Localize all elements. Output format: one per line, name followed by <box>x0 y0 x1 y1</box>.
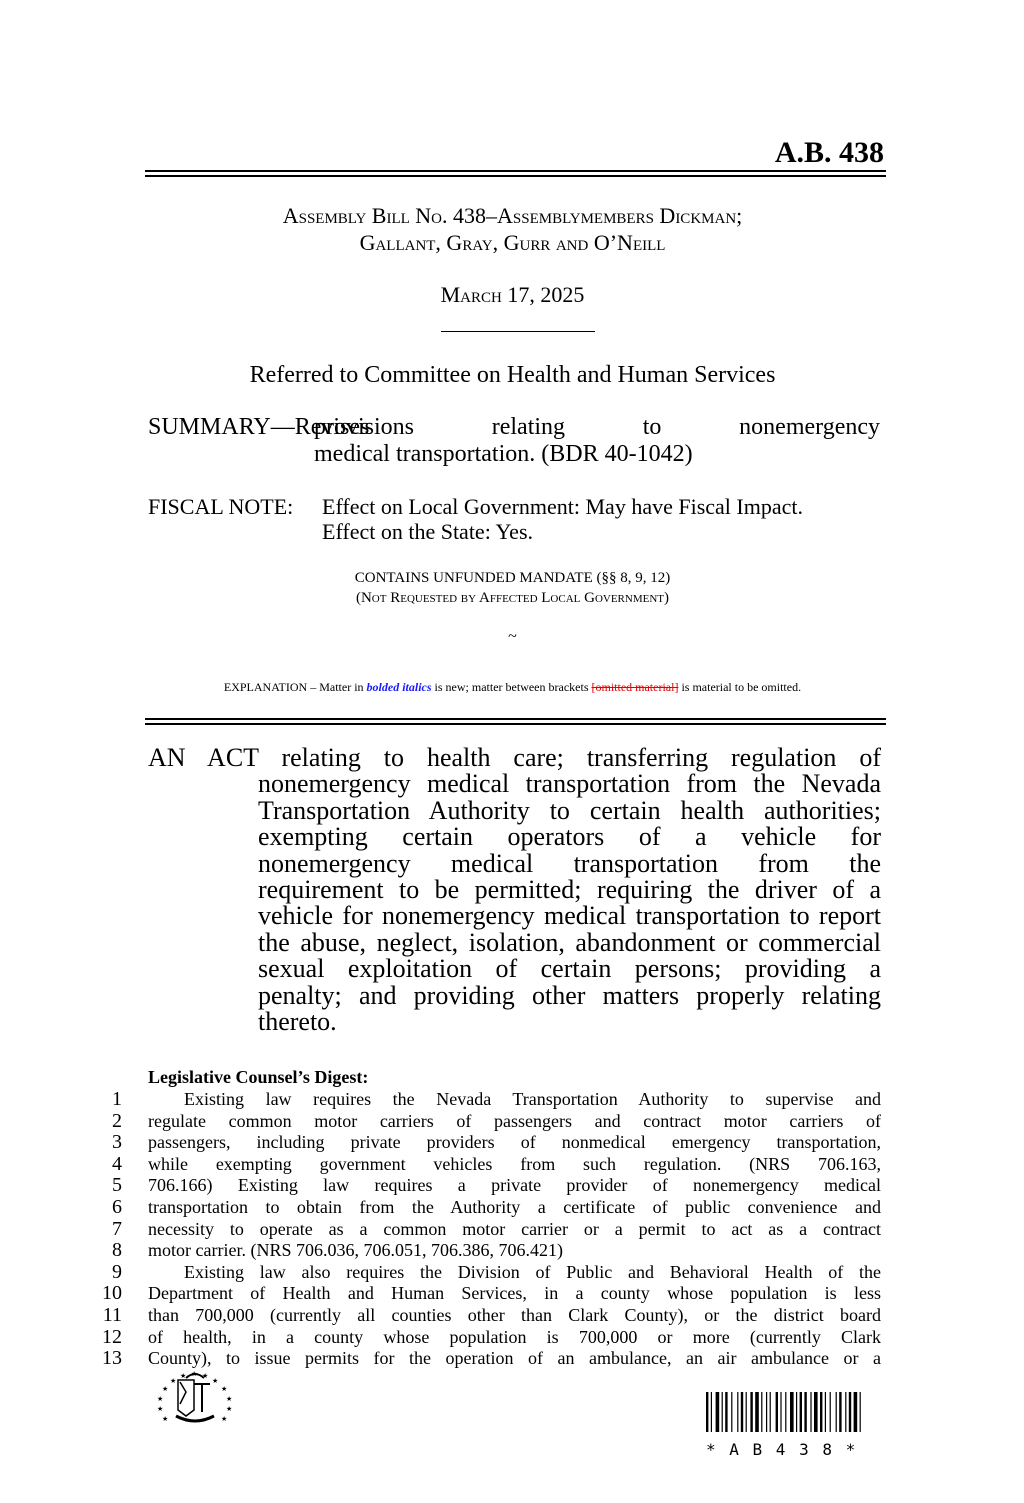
line-number: 1 <box>112 1088 122 1110</box>
line-number: 12 <box>102 1325 122 1348</box>
digest-line: Department of Health and Human Services, in a county whose population is less <box>148 1283 881 1304</box>
line-number: 8 <box>112 1239 122 1262</box>
summary-line-2: medical transportation. (BDR 40-1042) <box>314 441 693 467</box>
act-title-line: nonemergency medical transportation from the Nevada <box>258 769 881 799</box>
digest-line: Existing law requires the Nevada Transportation Authority to supervise and <box>184 1089 881 1109</box>
svg-text:★: ★ <box>202 1372 209 1380</box>
digest-line: of health, in a county whose population is 700,000 or more (currently Clark <box>148 1326 881 1347</box>
svg-text:★: ★ <box>226 1405 233 1413</box>
line-number: 9 <box>112 1260 122 1283</box>
svg-text:★: ★ <box>170 1377 177 1385</box>
fiscal-note-local: Effect on Local Government: May have Fiscal Impact. <box>322 494 803 519</box>
digest-line: County), to issue permits for the operation of an ambulance, an air ambulance or a <box>148 1348 881 1369</box>
line-number: 5 <box>112 1174 122 1197</box>
svg-text:★: ★ <box>226 1395 233 1403</box>
act-title-line: sexual exploitation of certain persons; providing a <box>258 954 881 984</box>
svg-text:★: ★ <box>180 1372 187 1380</box>
line-number: 13 <box>102 1347 122 1370</box>
svg-text:★: ★ <box>157 1405 164 1413</box>
svg-text:★: ★ <box>162 1385 169 1393</box>
sponsor-line-1: Assembly Bill No. 438–Assemblymembers Dickman; <box>282 203 743 228</box>
explanation-prefix: EXPLANATION – Matter in <box>223 680 367 694</box>
line-number: 4 <box>112 1152 122 1175</box>
act-title-line: penalty; and providing other matters properly relating <box>258 980 881 1010</box>
svg-text:★: ★ <box>212 1377 219 1385</box>
summary-label: SUMMARY—Revises <box>148 414 370 440</box>
digest-line: 706.166) Existing law requires a private provider of nonemergency medical <box>148 1175 881 1196</box>
barcode-icon <box>700 1390 880 1441</box>
explanation-rule-bottom <box>145 723 886 725</box>
committee-referral: Referred to Committee on Health and Human Services <box>249 362 776 388</box>
explanation-note <box>140 680 885 695</box>
explanation-new-sample: bolded italics <box>366 680 432 694</box>
fiscal-note-label: FISCAL NOTE: <box>148 494 294 519</box>
summary-line-1: provisions relating to nonemergency <box>314 414 880 440</box>
digest-line: Existing law also requires the Division of Public and Behavioral Health of the <box>184 1261 881 1282</box>
mandate-line-2: (Not Requested by Affected Local Government) <box>355 590 670 606</box>
sponsor-line-2: Gallant, Gray, Gurr and O’Neill <box>359 230 666 255</box>
digest-title: Legislative Counsel’s Digest: <box>148 1067 369 1087</box>
digest-line: passengers, including private providers of nonmedical emergency transportation, <box>148 1132 881 1153</box>
header-rule-top <box>145 170 886 172</box>
digest-line: than 700,000 (currently all counties other than Clark County), or the district board <box>148 1305 881 1325</box>
date-divider <box>441 331 595 332</box>
act-title-line: exempting certain operators of a vehicle for <box>258 822 881 852</box>
digest-line: motor carrier. (NRS 706.036, 706.051, 706.386, 706.421) <box>148 1240 563 1261</box>
act-title-line: requirement to be permitted; requiring the driver of a <box>258 875 881 904</box>
act-title-line: vehicle for nonemergency medical transportation to report <box>258 901 881 931</box>
fiscal-note-state: Effect on the State: Yes. <box>322 519 534 544</box>
explanation-rule-top <box>145 718 886 720</box>
explanation-suffix: is material to be omitted. <box>678 680 802 694</box>
act-title-line: nonemergency medical transportation from the <box>258 848 881 878</box>
barcode-text: * A B 4 3 8 * <box>706 1440 858 1459</box>
header-rule-bottom <box>145 175 886 177</box>
svg-text:★: ★ <box>157 1395 164 1403</box>
nevada-state-seal-icon <box>150 1370 240 1433</box>
act-title-line: the abuse, neglect, isolation, abandonment or commercial <box>258 927 881 957</box>
svg-text:★: ★ <box>221 1385 228 1393</box>
act-title-line: thereto. <box>258 1007 337 1036</box>
mandate-line-1: CONTAINS UNFUNDED MANDATE (§§ 8, 9, 12) <box>354 570 671 586</box>
line-number: 6 <box>112 1196 122 1218</box>
explanation-middle: is new; matter between brackets <box>431 680 592 694</box>
line-number: 11 <box>102 1304 122 1326</box>
act-title-first-line: AN ACT relating to health care; transferring regulation of <box>148 743 881 772</box>
act-title-line: Transportation Authority to certain health authorities; <box>258 795 881 825</box>
line-number: 7 <box>112 1217 122 1240</box>
explanation-omitted-sample: [omitted material] <box>591 680 679 694</box>
introduction-date: March 17, 2025 <box>440 282 585 307</box>
digest-line: regulate common motor carriers of passengers and contract motor carriers of <box>148 1110 881 1131</box>
line-number: 2 <box>112 1109 122 1132</box>
line-number: 10 <box>102 1282 122 1305</box>
tilde-separator: ~ <box>508 628 517 645</box>
svg-text:★: ★ <box>191 1370 198 1378</box>
svg-text:★: ★ <box>221 1415 228 1423</box>
svg-text:★: ★ <box>162 1415 169 1423</box>
line-number: 3 <box>112 1131 122 1154</box>
digest-line: while exempting government vehicles from such regulation. (NRS 706.163, <box>148 1153 881 1174</box>
bill-id: A.B. 438 <box>774 136 884 169</box>
digest-line: transportation to obtain from the Authority a certificate of public convenience and <box>148 1197 881 1217</box>
digest-line: necessity to operate as a common motor carrier or a permit to act as a contract <box>148 1218 881 1239</box>
